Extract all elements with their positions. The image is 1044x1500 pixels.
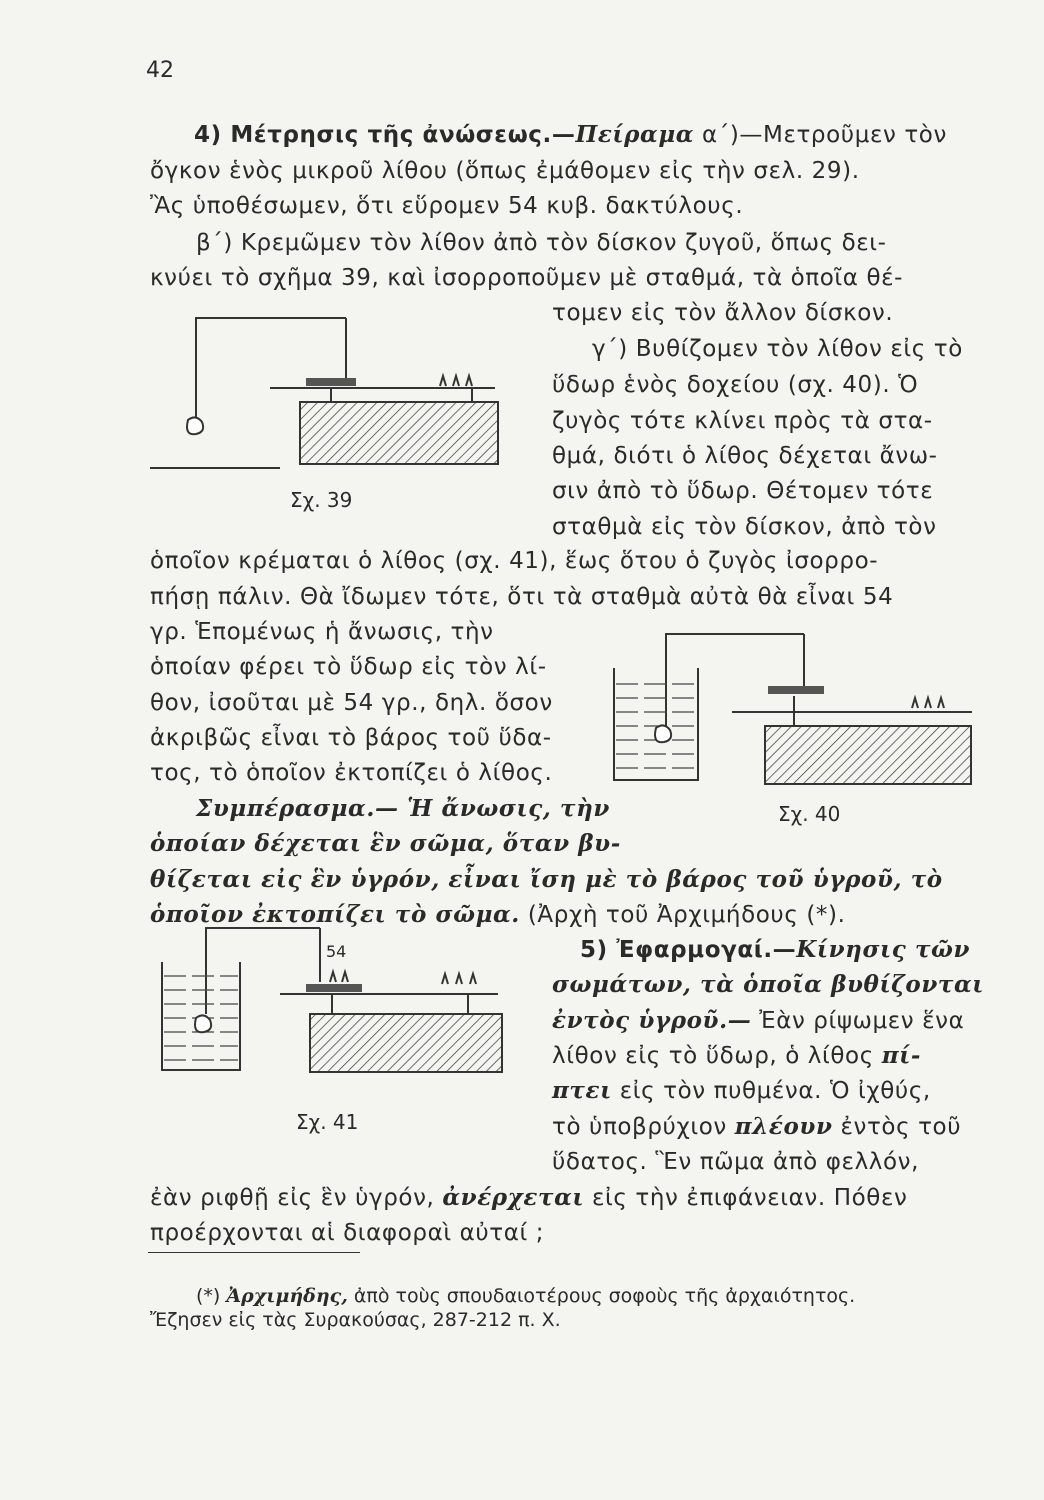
step-g-line5: σιν ἀπὸ τὸ ὕδωρ. Θέτομεν τότε <box>552 478 934 504</box>
section5-line9: προέρχονται αἱ διαφοραὶ αὐταί ; <box>150 1220 545 1246</box>
figure-40-caption: Σχ. 40 <box>778 802 841 826</box>
section4-line1: 4) Μέτρησις τῆς ἀνώσεως.—Πείραμα α΄)—Μετροῦμεν τὸν <box>194 121 947 148</box>
footnote-divider <box>148 1252 360 1253</box>
page-number: 42 <box>146 58 174 83</box>
footnote-line2: Ἔζησεν εἰς τὰς Συρακούσας, 287-212 π. Χ. <box>150 1309 561 1331</box>
figure-40-submerged-balance <box>612 628 976 793</box>
step-g-line10: ὁποίαν φέρει τὸ ὕδωρ εἰς τὸν λί- <box>150 654 547 680</box>
footnote-line1: (*) Ἀρχιμήδης, ἀπὸ τοὺς σπουδαιοτέρους σοφοὺς τῆς ἀρχαιότητος. <box>196 1285 856 1307</box>
figure-39-balance <box>150 312 510 477</box>
step-g-line13: τος, τὸ ὁποῖον ἐκτοπίζει ὁ λίθος. <box>150 760 553 786</box>
step-g-line7: ὁποῖον κρέμαται ὁ λίθος (σχ. 41), ἕως ὅτου ὁ ζυγὸς ἰσορρο- <box>150 548 879 574</box>
figure-41-caption: Σχ. 41 <box>296 1110 359 1134</box>
step-g-line9: γρ. Ἑπομένως ἡ ἄνωσις, τὴν <box>150 619 494 645</box>
section5-line2: σωμάτων, τὰ ὁποῖα βυθίζονται <box>552 971 985 998</box>
section5-heading: 5) Ἐφαρμογαί.— <box>580 937 797 963</box>
step-g-line11: θον, ἰσοῦται μὲ 54 γρ., δηλ. ὅσον <box>150 690 553 716</box>
section5-line6: τὸ ὑποβρύχιον πλέουν ἐντὸς τοῦ <box>552 1113 962 1140</box>
step-b-line1: β΄) Κρεμῶμεν τὸν λίθον ἀπὸ τὸν δίσκον ζυγοῦ, ὅπως δει- <box>196 230 887 256</box>
step-g-line2: ὕδωρ ἑνὸς δοχείου (σχ. 40). Ὁ <box>552 372 919 398</box>
step-b-line2: κνύει τὸ σχῆμα 39, καὶ ἰσορροποῦμεν μὲ σταθμά, τὰ ὁποῖα θέ- <box>150 265 904 291</box>
section5-line8: ἐὰν ριφθῇ εἰς ἓν ὑγρόν, ἀνέρχεται εἰς τὴν ἐπιφάνειαν. Πόθεν <box>150 1184 908 1211</box>
section5-line5: πτει εἰς τὸν πυθμένα. Ὁ ἰχθύς, <box>552 1077 931 1104</box>
step-g-line12: ἀκριβῶς εἶναι τὸ βάρος τοῦ ὕδα- <box>150 725 552 751</box>
step-g-line3: ζυγὸς τότε κλίνει πρὸς τὰ στα- <box>552 408 933 434</box>
conclusion-line4: ὁποῖον ἐκτοπίζει τὸ σῶμα. (Ἀρχὴ τοῦ Ἀρχιμήδους (*). <box>150 901 846 928</box>
section4-line2: ὄγκον ἑνὸς μικροῦ λίθου (ὅπως ἐμάθομεν εἰς τὴν σελ. 29). <box>150 158 860 184</box>
section5-line4: λίθον εἰς τὸ ὕδωρ, ὁ λίθος πί- <box>552 1042 922 1069</box>
conclusion-line2: ὁποίαν δέχεται ἓν σῶμα, ὅταν βυ- <box>150 830 621 857</box>
section5-line3: ἐντὸς ὑγροῦ.— Ἐὰν ρίψωμεν ἕνα <box>552 1007 965 1034</box>
section5-line1: 5) Ἐφαρμογαί.—Κίνησις τῶν <box>580 936 971 963</box>
step-g-line4: θμά, διότι ὁ λίθος δέχεται ἄνω- <box>552 443 938 469</box>
step-g-line1: γ΄) Βυθίζομεν τὸν λίθον εἰς τὸ <box>592 336 963 362</box>
step-b-line3: τομεν εἰς τὸν ἄλλον δίσκον. <box>552 300 894 326</box>
step-g-line8: πήσῃ πάλιν. Θὰ ἴδωμεν τότε, ὅτι τὰ σταθμὰ αὐτὰ θὰ εἶναι 54 <box>150 584 894 610</box>
conclusion-line1: Συμπέρασμα.— Ἡ ἄνωσις, τὴν <box>196 795 610 822</box>
figure-41-weight-label: 54 <box>326 942 347 961</box>
section4-line3: Ἂς ὑποθέσωμεν, ὅτι εὕρομεν 54 κυβ. δακτύλους. <box>150 193 744 219</box>
conclusion-line3: θίζεται εἰς ἓν ὑγρόν, εἶναι ἴση μὲ τὸ βάρος τοῦ ὑγροῦ, τὸ <box>150 866 943 893</box>
section4-heading: 4) Μέτρησις τῆς ἀνώσεως.— <box>194 122 576 148</box>
figure-39-caption: Σχ. 39 <box>290 488 353 512</box>
section5-line7: ὕδατος. Ἓν πῶμα ἀπὸ φελλόν, <box>552 1149 920 1175</box>
experiment-label: Πείραμα <box>575 121 695 148</box>
step-g-line6: σταθμὰ εἰς τὸν δίσκον, ἀπὸ τὸν <box>552 514 937 540</box>
